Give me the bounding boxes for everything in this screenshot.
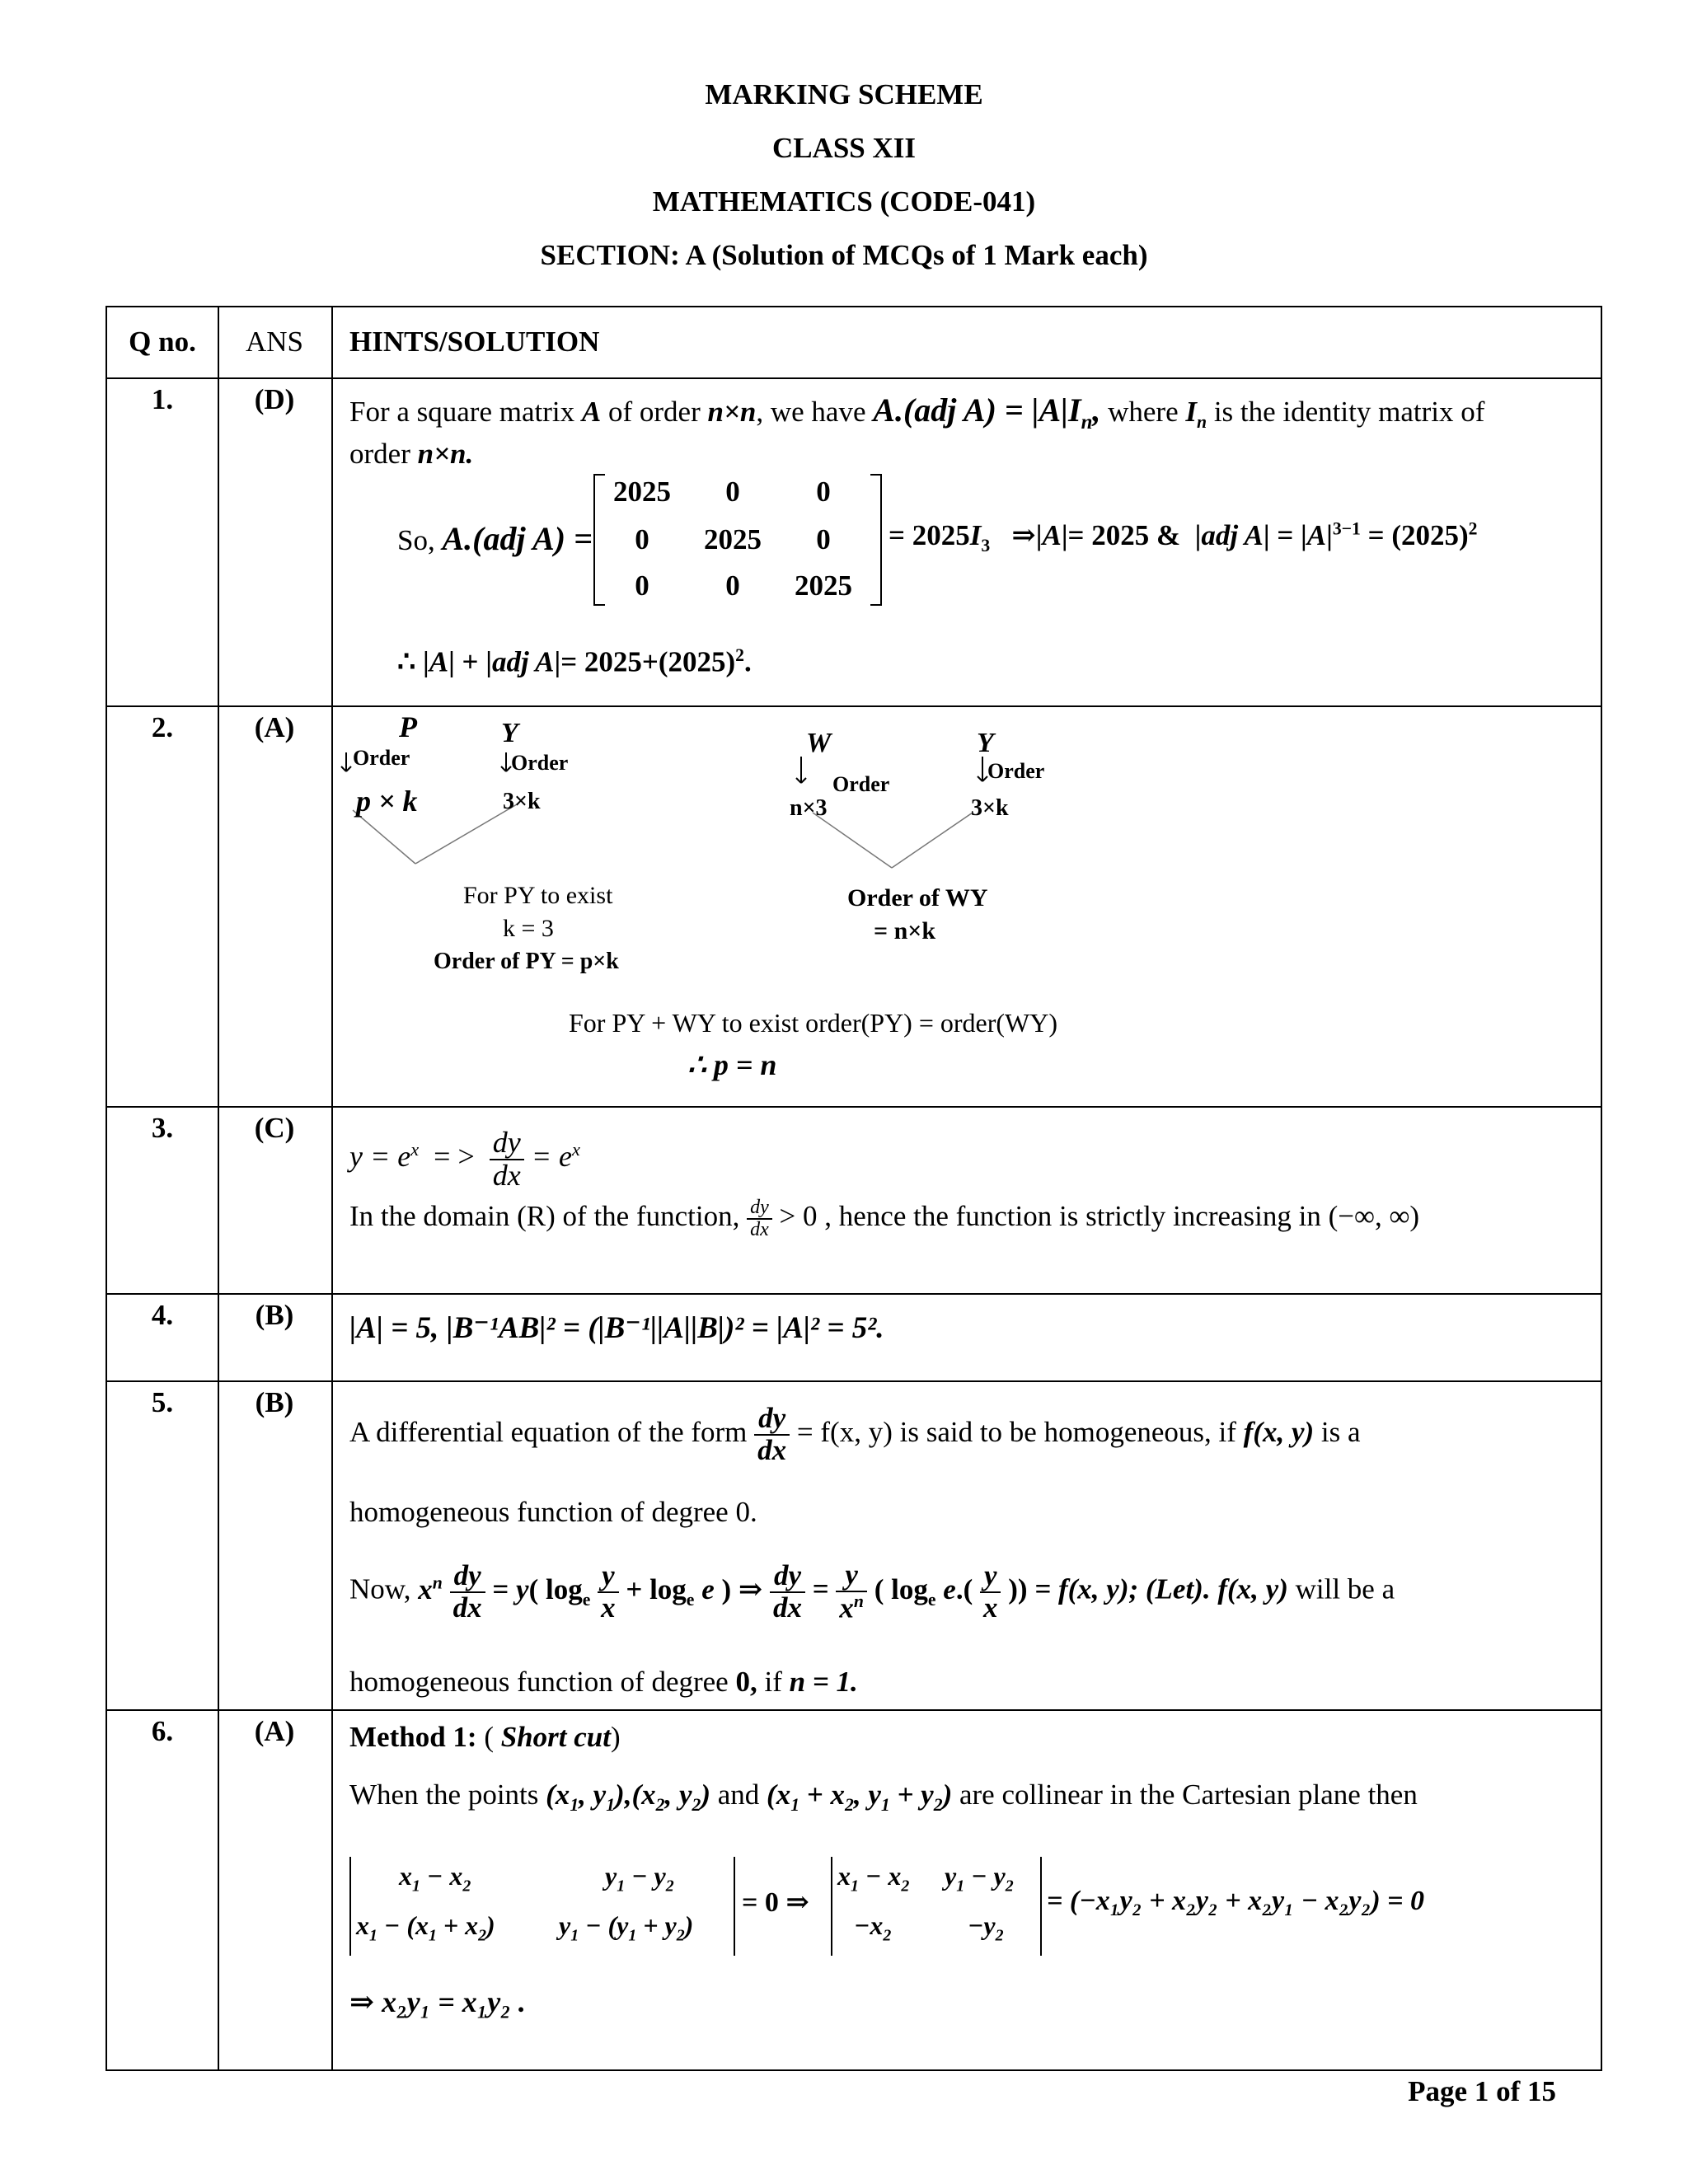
det2-r2c2: $-y_2$: [968, 1910, 1004, 1945]
q2-p-label: P: [399, 710, 417, 743]
column-divider: [331, 307, 333, 2069]
dy-dx-fraction: $\frac{dy}{dx}$: [754, 1404, 790, 1466]
q2-for-py: For PY to exist: [463, 882, 613, 909]
matrix-cell: 2025: [613, 476, 671, 508]
q3-conclusion: In the domain (R) of the function, $\frac{dy}{dx}$ > 0 , hence the function is strictly increasing in (−∞, ∞): [349, 1197, 1420, 1241]
row-divider: [107, 1709, 1601, 1711]
det2-left-bar: [831, 1857, 832, 1956]
det1-r2c1: $x_1 - (x_1 + x_2)$: [356, 1910, 495, 1945]
q2-w-label: W: [806, 728, 832, 758]
qno-3: 3.: [151, 1112, 174, 1144]
q2-n-k: = n×k: [874, 917, 936, 944]
section-title: SECTION: A (Solution of MCQs of 1 Mark each): [540, 239, 1148, 271]
q1-matrix-result: = $2025I_3$ ⇒|A|= 2025 & |adj $A| = |A|^{3-1} = (2025)^2$: [889, 518, 1478, 555]
q5-line3: Now, $x^n$ $\frac{dy}{dx}$ = y( $\log_e$ $\frac{y}{x}$ + $\log_e e$ ) ⇒ $\frac{dy}{dx}$ = $\frac{y}{x^n}$ ( $\log_e e$.( $\frac{y}{x}$ )) = f(x, y); (Let). f(x, y) will be a: [349, 1558, 1395, 1624]
matrix-cell: 0: [725, 569, 740, 602]
dy-dx-fraction: $\frac{dy}{dx}$: [770, 1561, 805, 1624]
row-divider: [107, 377, 1601, 379]
ans-5: (B): [255, 1386, 294, 1418]
matrix-cell: 0: [816, 523, 831, 555]
ans-6: (A): [254, 1715, 295, 1747]
row-divider: [107, 1106, 1601, 1108]
det-left-bar: [349, 1857, 351, 1956]
det2-right-bar: [1040, 1857, 1042, 1956]
q2-pk-label: p × k: [356, 785, 418, 818]
y-over-x-fraction: $\frac{y}{x}$: [980, 1561, 1001, 1624]
q6-points: When the points ($x_1$, $y_1),(x_2$, $y_2$) and ($x_1 + x_2$, $y_1 + y_2$) are collinear in the Cartesian plane then: [349, 1779, 1418, 1815]
matrix-right-bracket: [870, 474, 882, 606]
q6-expansion: = (−x₁y₂ + x₂y₂ + x₂y₁ − x₂y₂) = 0: [1047, 1886, 1425, 1916]
matrix-cell: 0: [816, 476, 831, 508]
q2-3k-label-2: 3×k: [971, 795, 1009, 821]
q6-method: Method 1: ( Short cut): [349, 1721, 621, 1753]
q2-order-wy: Order of WY: [847, 884, 988, 912]
qno-2: 2.: [151, 711, 174, 743]
det-right-bar: [734, 1857, 735, 1956]
q6-final: ⇒ x₂y₁ = x₁y₂ .: [349, 1985, 526, 2018]
q3-derivative: $y = e^x$ = > $\frac{dy}{dx}$ = $e^x$: [349, 1126, 580, 1192]
q2-order-label: Order: [511, 751, 569, 775]
header-solution: HINTS/SOLUTION: [349, 326, 600, 358]
dy-dx-fraction: $\frac{dy}{dx}$: [450, 1561, 485, 1624]
q2-order-py: Order of PY = p×k: [434, 949, 619, 974]
q5-line4: homogeneous function of degree 0, if n = 1.: [349, 1666, 858, 1698]
q4-solution: |A| = 5, |B⁻¹AB|² = (|B⁻¹||A||B|)² = |A|² = 5².: [349, 1311, 884, 1345]
page-number: Page 1 of 15: [1408, 2075, 1556, 2107]
det-equals-arrow: = 0 ⇒: [742, 1887, 809, 1918]
q2-p-eq-n: ∴ p = n: [687, 1048, 777, 1081]
q2-order-label: Order: [353, 746, 410, 770]
row-divider: [107, 1380, 1601, 1382]
q2-n3-label: n×3: [790, 795, 828, 821]
matrix-cell: 2025: [704, 523, 762, 555]
dy-dx-fraction: $\frac{dy}{dx}$: [490, 1127, 524, 1192]
qno-5: 5.: [151, 1386, 174, 1418]
qno-1: 1.: [151, 383, 174, 415]
ans-2: (A): [254, 711, 295, 743]
det1-r1c2: $y_1 - y_2$: [605, 1861, 674, 1896]
qno-4: 4.: [151, 1299, 174, 1331]
ans-3: (C): [254, 1112, 295, 1144]
det1-r2c2: $y_1 - (y_1 + y_2)$: [559, 1910, 694, 1945]
y-over-xn-fraction: $\frac{y}{x^n}$: [836, 1560, 867, 1624]
class-title: CLASS XII: [771, 132, 917, 164]
header-ans: ANS: [245, 326, 304, 358]
row-divider: [107, 1293, 1601, 1295]
q2-y-label: Y: [501, 718, 518, 748]
solutions-table: [106, 306, 1602, 2071]
qno-6: 6.: [151, 1715, 174, 1747]
matrix-cell: 0: [635, 569, 649, 602]
q1-conclusion: ∴ |A| + |adj $A|= 2025+(2025)^2$.: [397, 645, 752, 678]
header-qno: Q no.: [129, 326, 196, 358]
matrix-cell: 0: [635, 523, 649, 555]
q2-order-label: Order: [987, 759, 1045, 783]
q2-for-py-wy: For PY + WY to exist order(PY) = order(WY): [569, 1008, 1058, 1038]
column-divider: [218, 307, 219, 2069]
dy-dx-fraction: $\frac{dy}{dx}$: [747, 1197, 772, 1240]
q2-y2-label: Y: [977, 728, 994, 758]
q2-k-eq-3: k = 3: [503, 915, 554, 942]
matrix-left-bracket: [593, 474, 605, 606]
matrix-cell: 2025: [795, 569, 852, 602]
det1-r1c1: $x_1 - x_2$: [399, 1861, 471, 1896]
det2-r2c1: $-x_2$: [854, 1910, 892, 1945]
subject-title: MATHEMATICS (CODE-041): [652, 185, 1036, 218]
q1-intro: For a square matrix A of order n×n, we have A.(adj $A) = |A|I_n$, where $I_n$ is the identity matrix of: [349, 391, 1485, 434]
q5-line1: A differential equation of the form $\frac{dy}{dx}$ = f(x, y) is said to be homogeneous, if f(x, y) is a: [349, 1402, 1361, 1466]
q2-order-label: Order: [832, 772, 890, 796]
det2-r1c2: $y_1 - y_2$: [945, 1861, 1014, 1896]
y-over-x-fraction: $\frac{y}{x}$: [598, 1561, 619, 1624]
q1-so-label: So, A.(adj A) =: [397, 520, 593, 557]
ans-1: (D): [254, 383, 295, 415]
ans-4: (B): [255, 1299, 294, 1331]
det2-r1c1: $x_1 - x_2$: [837, 1861, 910, 1896]
q5-line2: homogeneous function of degree 0.: [349, 1496, 757, 1528]
matrix-cell: 0: [725, 476, 740, 508]
q2-3k-label: 3×k: [503, 789, 541, 814]
scheme-title: MARKING SCHEME: [705, 78, 983, 110]
q1-order-line: order n×n.: [349, 438, 474, 470]
